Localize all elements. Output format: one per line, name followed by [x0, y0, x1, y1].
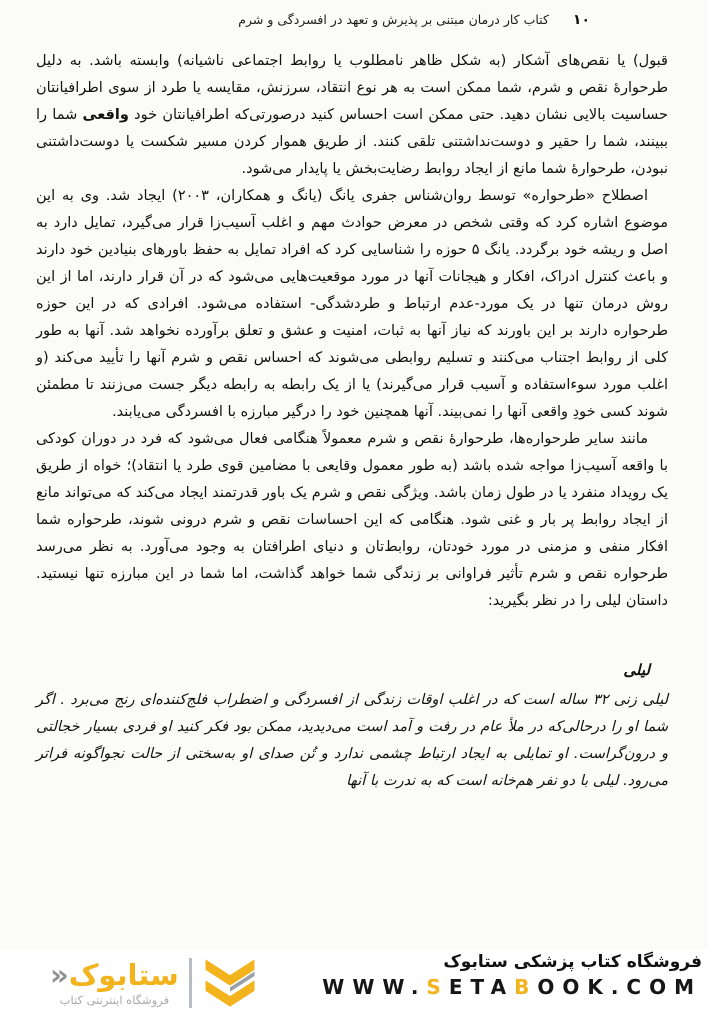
case-vignette: [36, 657, 668, 795]
page-number: ۱۰: [572, 12, 590, 28]
logo-divider: [189, 958, 192, 1008]
paragraph-2: اصطلاح «طرحواره» توسط روان‌شناس جفری یانگ (یانگ و همکاران، ۲۰۰۳) ایجاد شد. وی به این موضوع اشاره کرد که وقتی شخص در معرض حوادث مهم و اغلب آسیب‌زا قرار می‌گیرد، تمایل دارد به اصل و ریشه خود برگردد. یانگ ۵ حوزه را شناسایی کرد که افراد تمایل به حفظ باورهای بنیادین خود دارند و باعث کنترل ادراک، افکار و هیجانات آنها در مورد موقعیت‌هایی می‌شود که در آن قرار دارند، اما از این روش درمان تنها در یک مورد-عدم ارتباط و طردشدگی- استفاده می‌شود. افرادی که در این حوزه طرحواره دارند بر این باورند که نیاز آنها به ثبات، امنیت و عشق و تعلق برآورده نخواهد شد. آنها به طور کلی از روابط اجتناب می‌کنند و تسلیم روابطی می‌شوند که احساس نقص و شرم آنها را تأیید می‌کند (و اغلب مورد سوءاستفاده و آسیب قرار می‌گیرند) یا از یک رابطه به رابطه دیگر جست می‌زنند تا مطمئن شوند کسی خودِ واقعی آنها را نمی‌بیند. آنها همچنین خود را درگیر مبارزه با افسردگی می‌یابند.: [36, 188, 668, 420]
setabook-logo: [50, 955, 258, 1011]
url-part: WWW.: [322, 975, 427, 999]
double-chevron-icon: «: [50, 958, 69, 992]
paragraph-1-continued: شما را ببینند، شما را حقیر و دوست‌نداشتنی تلقی کنند. از طریق هموار کردن مسیر شکست یا دوست‌داشتنی نبودن، طرحوارهٔ شما مانع از ایجاد روابط رضایت‌بخش یا پایدار می‌شود.: [36, 107, 668, 177]
publisher-footer: [0, 949, 708, 1023]
running-title: کتاب کار درمان مبتنی بر پذیرش و تعهد در افسردگی و شرم: [238, 12, 549, 27]
bold-word: واقعی: [82, 107, 129, 123]
paragraph-1-text: قبول) یا نقص‌های آشکار (به شکل ظاهر نامطلوب یا روابط اجتماعی ناشیانه) وابسته باشد. به دلیل طرحوارهٔ نقص و شرم، شما ممکن است به هر نوع انتقاد، سرزنش، مقایسه یا طرد از سوی اطرافیانتان حساسیت بالایی نشان دهید. حتی ممکن است احساس کنید درصورتی‌که اطرافیانتان خود: [36, 53, 669, 123]
logo-wordmark: [50, 959, 179, 991]
logo-wordmark-block: [50, 959, 179, 1007]
website-url: [322, 975, 702, 999]
logo-wordmark-text: ستابوک: [68, 958, 179, 992]
chevron-stack-icon: [202, 955, 258, 1011]
paragraph-1: [36, 48, 668, 183]
url-part: OOK.COM: [537, 975, 702, 999]
paragraph-3: مانند سایر طرحواره‌ها، طرحوارهٔ نقص و شرم معمولاً هنگامی فعال می‌شود که فرد در دوران کودکی با واقعه آسیب‌زا مواجه شده باشد (به طور معمول وقایعی با مضامین قوی طرد یا انتقاد)؛ خواه از طریق یک رویداد منفرد یا در طول زمان باشد. ویژگی نقص و شرم یک باور قدرتمند ایجاد می‌کند که می‌تواند مانع از ایجاد روابط پر بار و غنی شود. هنگامی که این احساسات نقص و شرم درونی شوند، طرحواره شما افکار منفی و مزمنی در مورد خودتان، روابط‌تان و دنیای اطرافتان به وجود می‌آورد. به نظر می‌رسد طرحواره نقص و شرم تأثیر فراوانی بر زندگی شما خواهد گذاشت، اما شما در این مبارزه تنها نیستید. داستان لیلی را در نظر بگیرید:: [36, 431, 668, 609]
url-part: ETA: [448, 975, 515, 999]
url-letter-b: B: [514, 975, 538, 999]
footer-brand-text: [322, 952, 702, 999]
store-name: فروشگاه کتاب پزشکی ستابوک: [443, 952, 702, 972]
body-text: [36, 48, 668, 795]
logo-tagline: فروشگاه اینترنتی کتاب: [59, 993, 170, 1007]
page-header: [238, 12, 590, 28]
section-heading: لیلی: [623, 661, 650, 679]
vignette-text: لیلی زنی ۳۲ ساله است که در اغلب اوقات زندگی از افسردگی و اضطراب فلج‌کننده‌ای رنج می‌برد . اگر شما او را درحالی‌که در ملأ عام در رفت و آمد است می‌دیدید، ممکن بود فکر کنید او فردی بسیار خجالتی و درون‌گراست. او تمایلی به ایجاد ارتباط چشمی ندارد و تُن صدای او به‌سختی از حالت نجواگونه فراتر می‌رود. لیلی با دو نفر هم‌خانه است که به ندرت با آنها: [36, 692, 668, 789]
url-letter-s: S: [426, 975, 449, 999]
